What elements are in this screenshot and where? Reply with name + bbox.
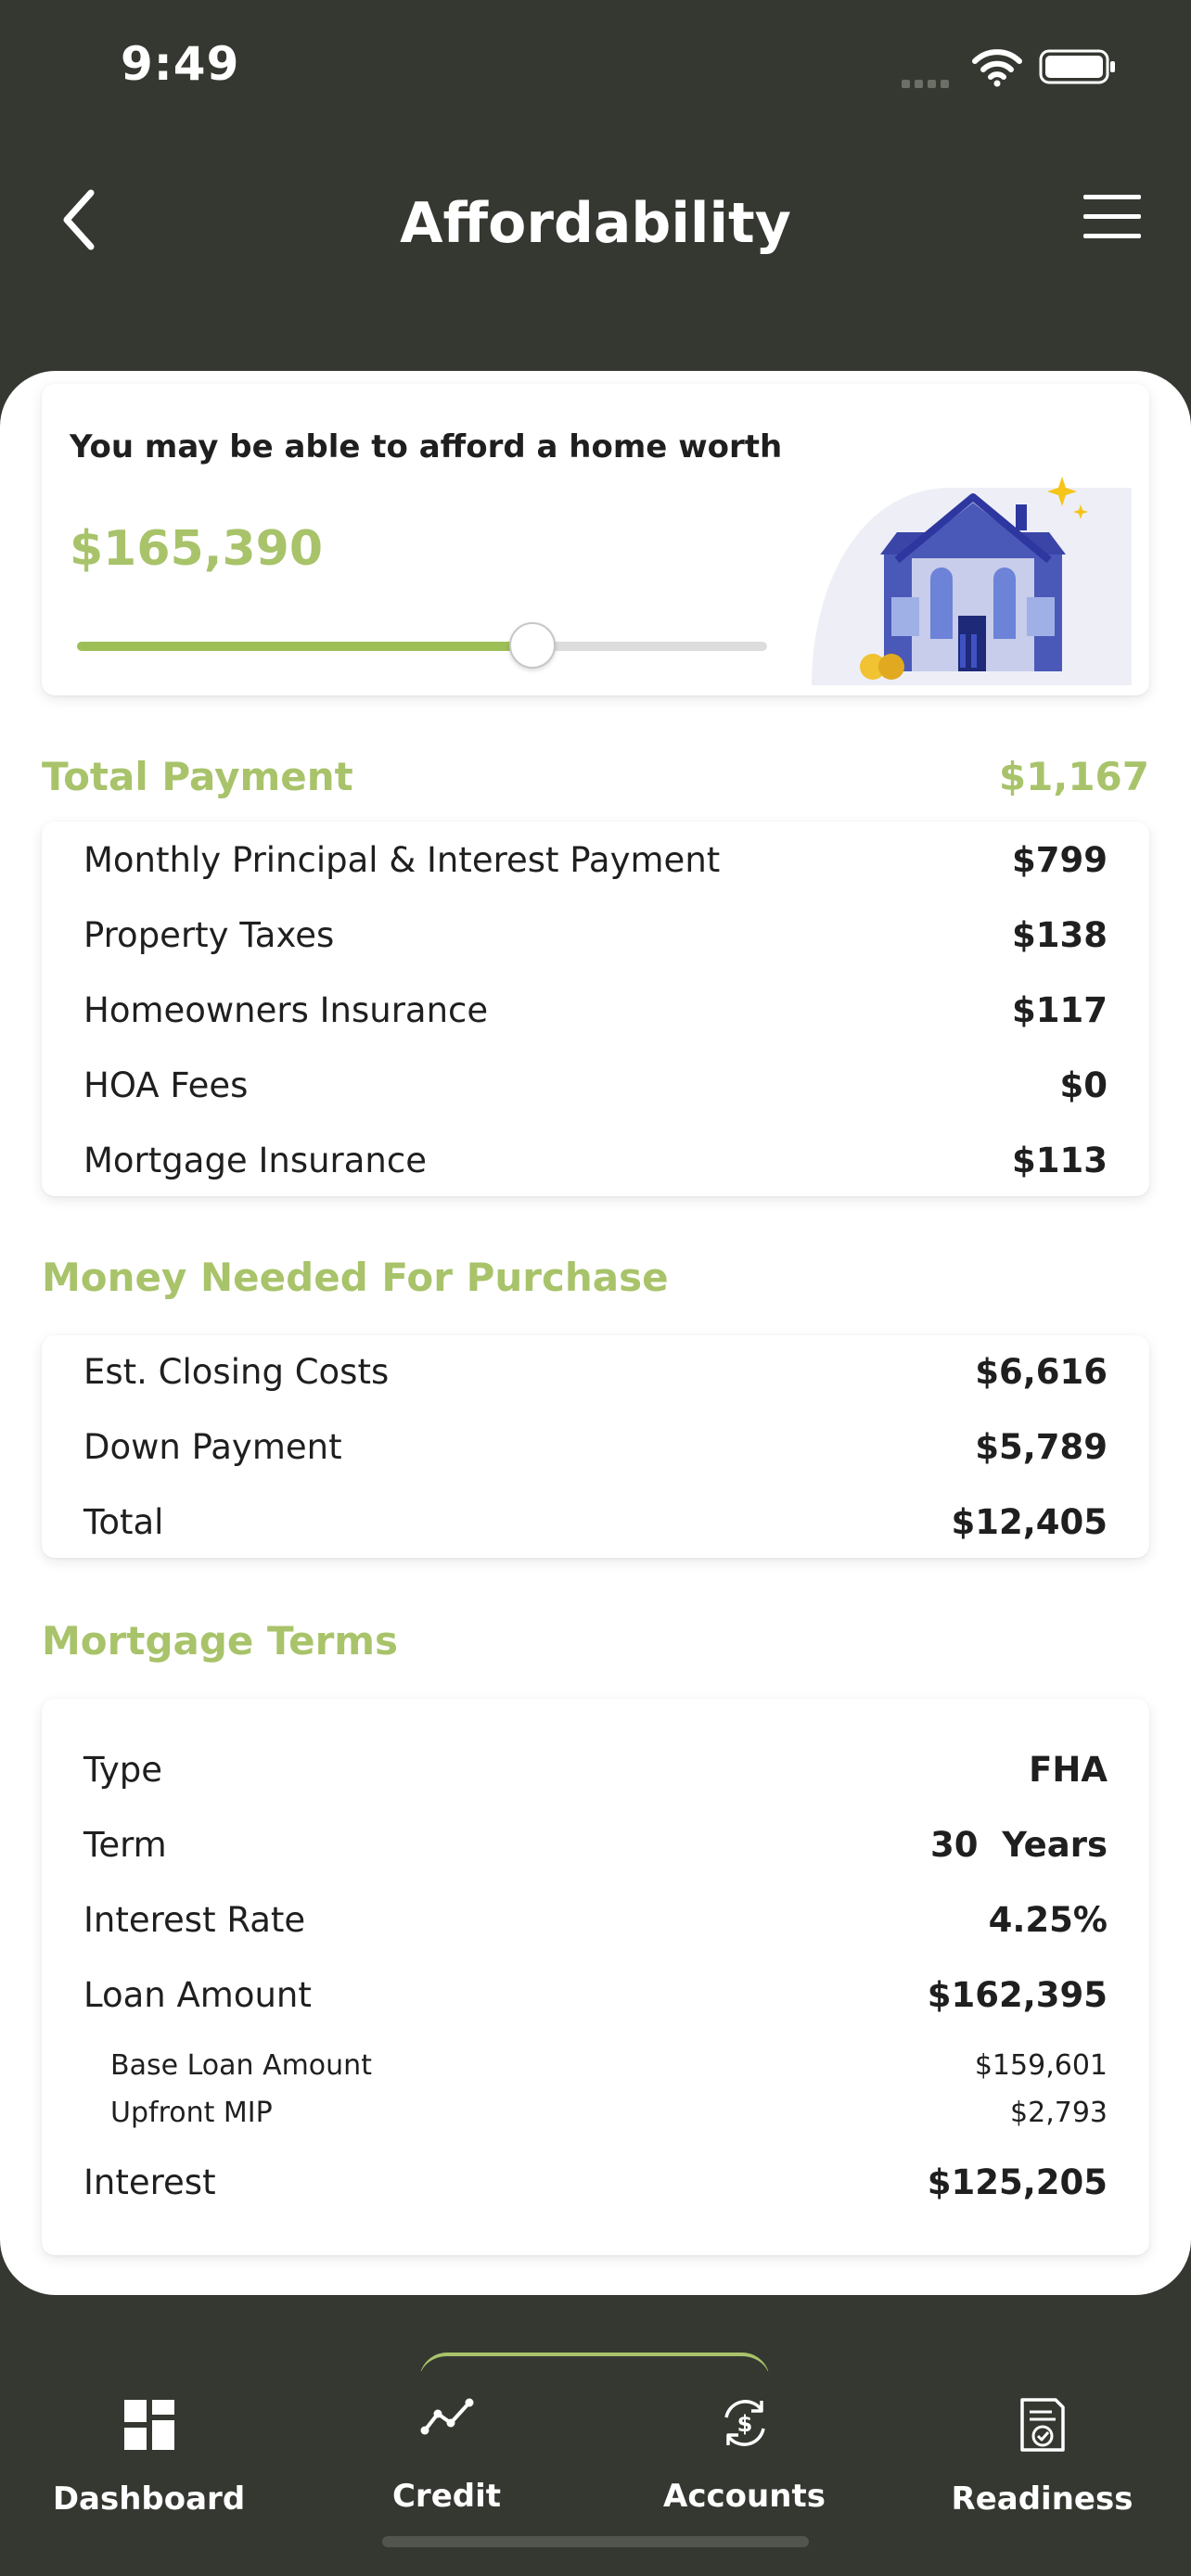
loan-amount-value: $162,395 (927, 1975, 1108, 2015)
interest-row (83, 2162, 1108, 2218)
base-loan-amount-label: Base Loan Amount (110, 2049, 372, 2082)
loan-amount-label: Loan Amount (83, 1975, 312, 2015)
payment-row-value: $799 (1012, 840, 1108, 880)
payment-row-label: Mortgage Insurance (83, 1141, 427, 1180)
payment-row-label: HOA Fees (83, 1065, 249, 1105)
tab-credit[interactable] (298, 2371, 596, 2557)
money-row (83, 1502, 1108, 1558)
mortgage-term-label: Term (83, 1825, 167, 1865)
money-needed-title: Money Needed For Purchase (42, 1255, 669, 1300)
total-payment-card (42, 822, 1149, 1196)
total-payment-amount: $1,167 (998, 754, 1149, 799)
payment-row (83, 1141, 1108, 1196)
money-row-value: $12,405 (951, 1502, 1108, 1542)
mortgage-term-value: 30 Years (930, 1825, 1108, 1865)
affordability-card (42, 384, 1149, 695)
money-row-label: Down Payment (83, 1427, 342, 1467)
base-loan-amount-value: $159,601 (974, 2049, 1108, 2082)
tab-accounts-label: Accounts (663, 2478, 826, 2515)
tab-credit-label: Credit (391, 2478, 502, 2515)
mortgage-term-row (83, 1825, 1108, 1881)
mortgage-type-label: Type (83, 1750, 162, 1790)
payment-row (83, 990, 1108, 1046)
interest-rate-label: Interest Rate (83, 1900, 306, 1940)
payment-row-label: Property Taxes (83, 915, 335, 955)
mortgage-type-value: FHA (1029, 1750, 1108, 1790)
money-row-value: $6,616 (975, 1352, 1108, 1392)
home-value-slider[interactable] (77, 642, 767, 651)
money-row-value: $5,789 (975, 1427, 1108, 1467)
payment-row-value: $117 (1012, 990, 1108, 1030)
payment-row-label: Homeowners Insurance (83, 990, 489, 1030)
upfront-mip-row (110, 2097, 1108, 2137)
mortgage-type-row (83, 1750, 1108, 1805)
interest-label: Interest (83, 2162, 216, 2202)
slider-fill (77, 642, 532, 651)
wifi-icon (971, 46, 1023, 87)
base-loan-amount-row (110, 2049, 1108, 2090)
money-row-label: Total (83, 1502, 164, 1542)
total-payment-title: Total Payment (42, 754, 353, 799)
payment-row-value: $113 (1012, 1141, 1108, 1180)
chart-line-icon (419, 2390, 475, 2445)
mortgage-terms-card (42, 1699, 1149, 2255)
money-needed-card (42, 1335, 1149, 1558)
battery-icon (1039, 48, 1117, 85)
dashboard-icon (122, 2397, 177, 2453)
money-row (83, 1427, 1108, 1483)
page-title: Affordability (400, 191, 791, 256)
payment-row-label: Monthly Principal & Interest Payment (83, 840, 721, 880)
interest-rate-value: 4.25% (988, 1900, 1108, 1940)
home-indicator (382, 2536, 809, 2547)
checklist-icon (1015, 2397, 1070, 2453)
loan-amount-row (83, 1975, 1108, 2031)
house-illustration (812, 477, 1132, 685)
payment-row (83, 1065, 1108, 1121)
cellular-signal-icon (902, 74, 954, 92)
money-row-label: Est. Closing Costs (83, 1352, 390, 1392)
content-sheet (0, 371, 1191, 2295)
tab-readiness[interactable] (893, 2371, 1191, 2557)
upfront-mip-value: $2,793 (1010, 2097, 1108, 2129)
upfront-mip-label: Upfront MIP (110, 2097, 273, 2129)
tab-dashboard-label: Dashboard (52, 2480, 246, 2518)
slider-thumb[interactable] (509, 622, 556, 669)
payment-row (83, 840, 1108, 896)
hamburger-menu-icon[interactable] (1082, 191, 1143, 243)
dollar-sync-icon (717, 2395, 773, 2451)
payment-row-value: $138 (1012, 915, 1108, 955)
affordability-heading: You may be able to afford a home worth (70, 428, 783, 465)
app-header (0, 139, 1191, 306)
tab-accounts[interactable] (596, 2371, 893, 2557)
interest-rate-row (83, 1900, 1108, 1956)
affordable-home-value: $165,390 (70, 521, 324, 577)
tab-readiness-label: Readiness (951, 2480, 1133, 2518)
mortgage-terms-title: Mortgage Terms (42, 1618, 399, 1664)
tab-dashboard[interactable] (0, 2371, 298, 2557)
payment-row (83, 915, 1108, 971)
status-time: 9:49 (121, 37, 240, 91)
payment-row-value: $0 (1059, 1065, 1108, 1105)
money-row (83, 1352, 1108, 1408)
svg-text:$: $ (736, 2411, 752, 2437)
status-bar (0, 0, 1191, 139)
interest-value: $125,205 (927, 2162, 1108, 2202)
